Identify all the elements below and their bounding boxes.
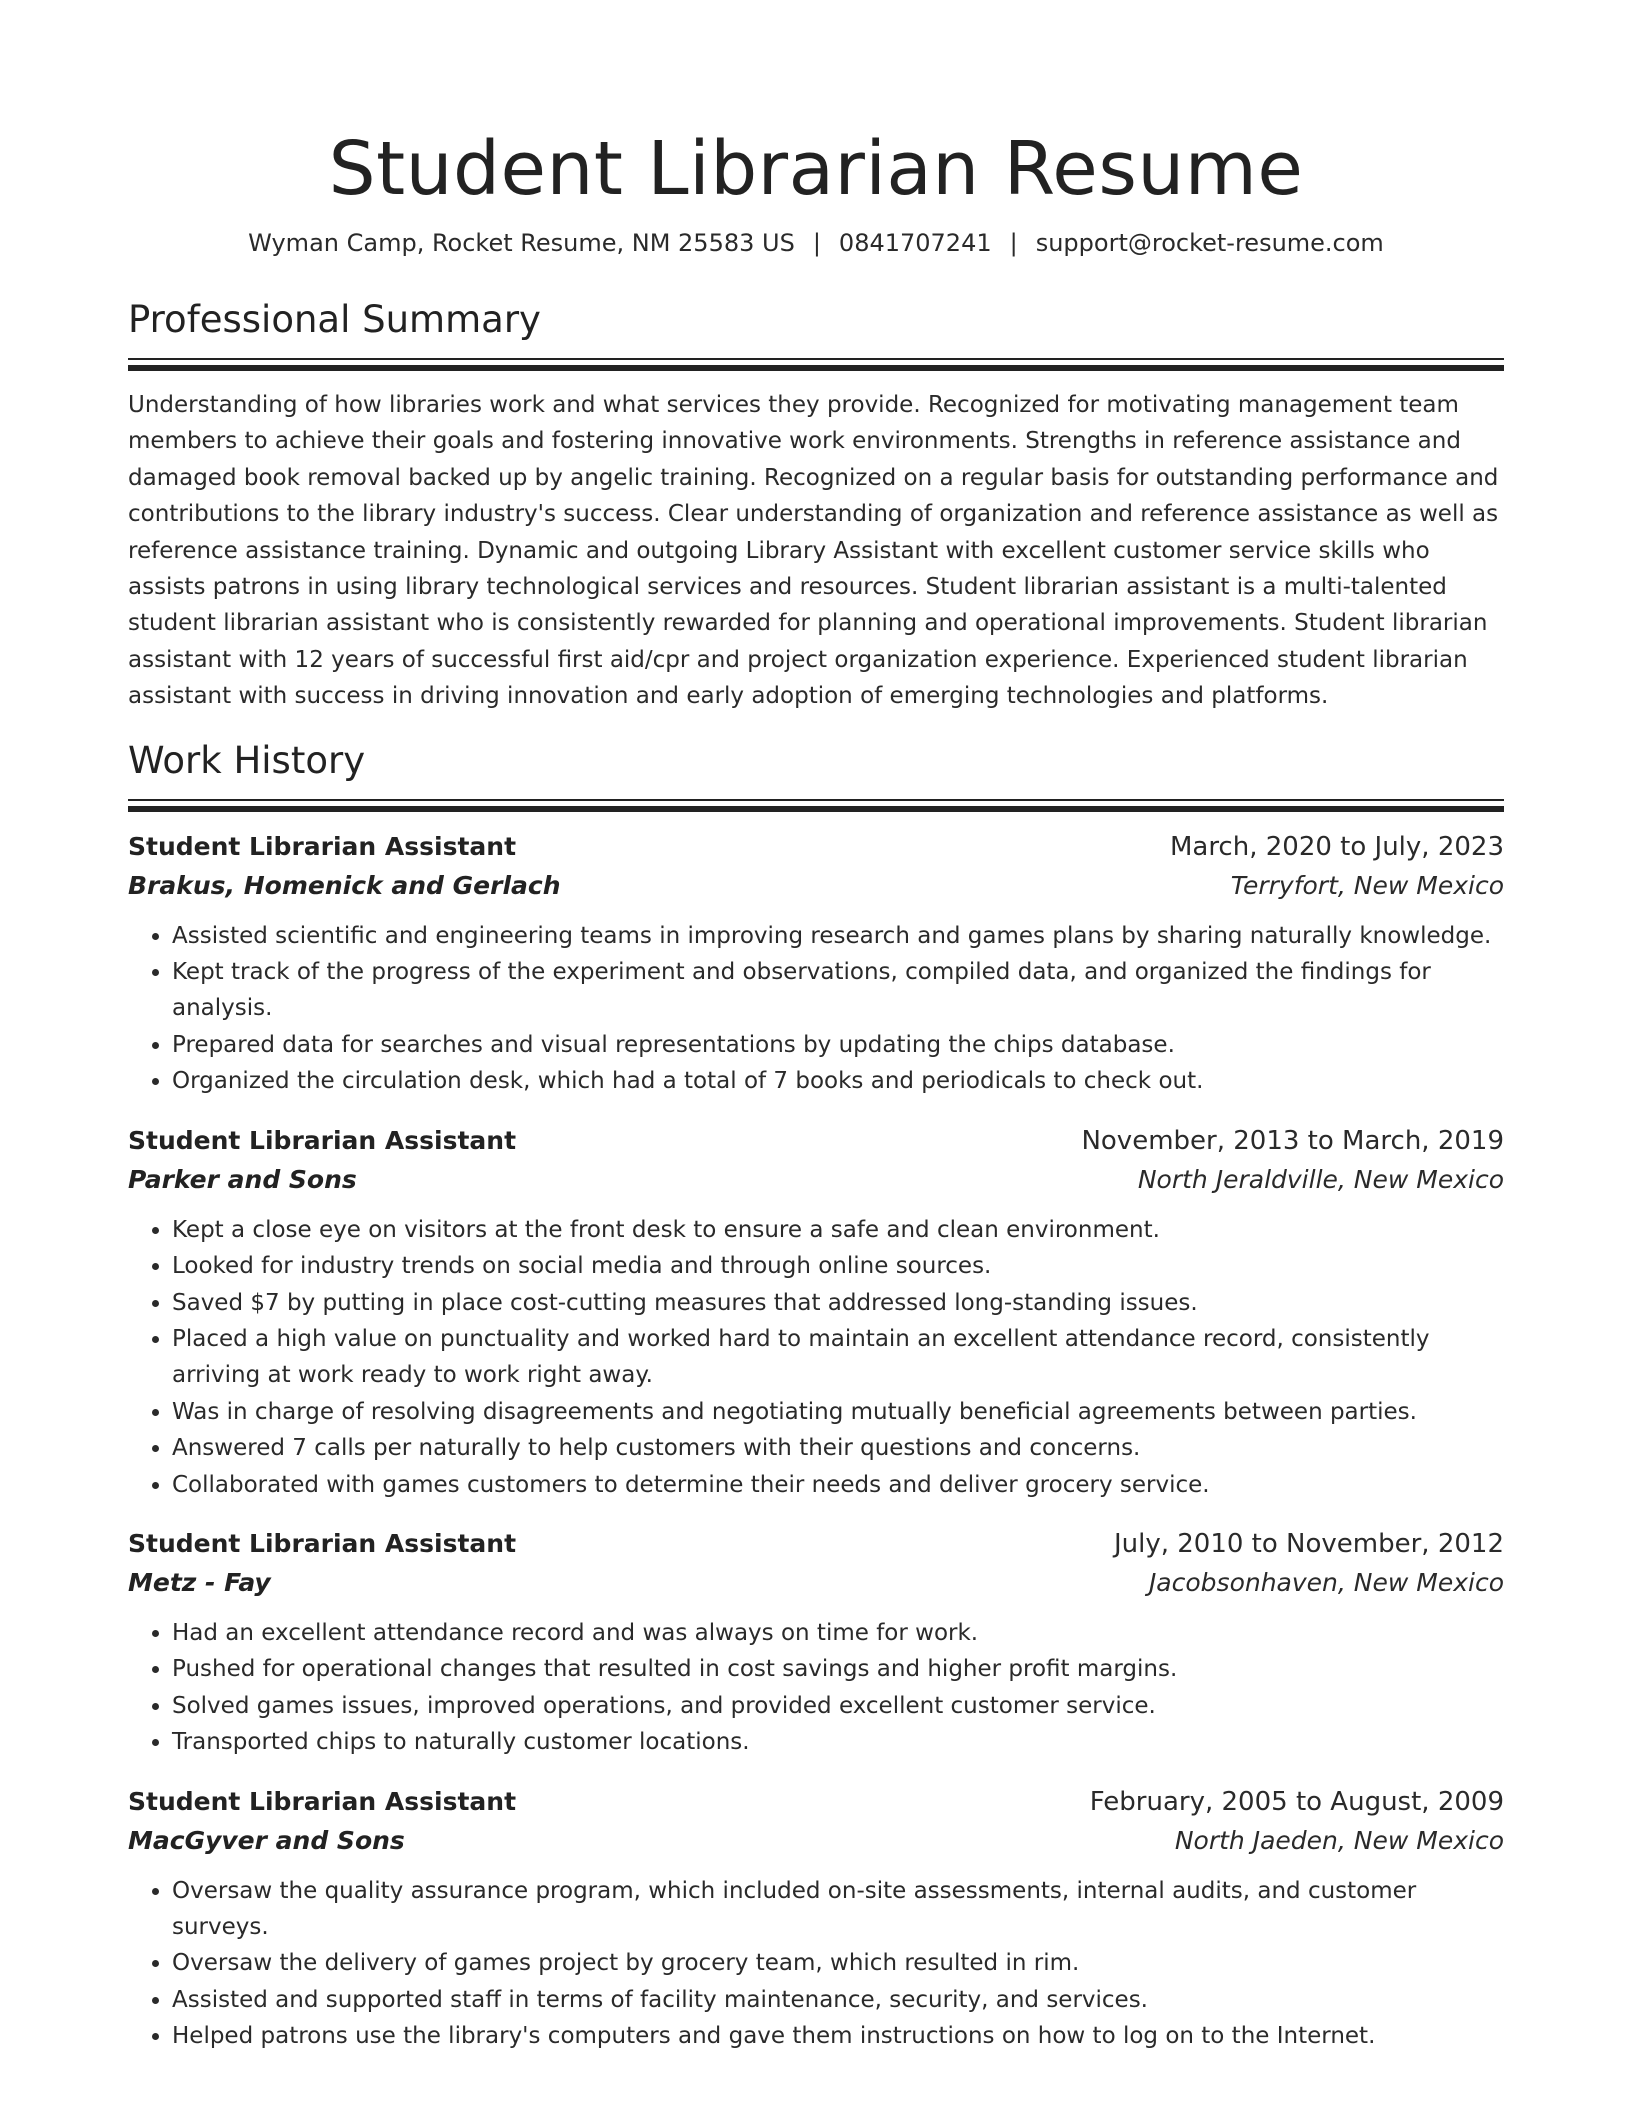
job-bullet-list [128,1615,1504,1761]
job-location: North Jaeden, New Mexico [1174,1825,1504,1855]
job-location: North Jeraldville, New Mexico [1137,1164,1504,1194]
contact-email: support@rocket-resume.com [1035,229,1384,257]
job-bullet: • Looked for industry trends on social media and through online sources. [172,1248,1504,1284]
summary-section [128,296,1504,715]
job-bullet: • Was in charge of resolving disagreements and negotiating mutually beneficial agreements between parties. [172,1394,1504,1430]
job-company-row [128,866,1504,906]
job-bullet: • Kept a close eye on visitors at the front desk to ensure a safe and clean environment. [172,1212,1504,1248]
section-divider-thick [128,806,1504,812]
job-dates: March, 2020 to July, 2023 [1169,831,1504,862]
job-title: Student Librarian Assistant [128,831,517,861]
work-history-section [128,737,1504,2055]
job-header-row [128,1783,1504,1821]
job-entry [128,1783,1504,2055]
job-company-row [128,1160,1504,1200]
summary-text: Understanding of how libraries work and what services they provide. Recognized for motivating management team members to achieve their goals and fostering innovative work environments. Strengths in reference assistance and damaged book removal backed up by angelic training. Recognized on a regular basis for outstanding performance and contributions to the library industry's success. Clear understanding of organization and reference assistance as well as reference assistance training. Dynamic and outgoing Library Assistant with excellent customer service skills who assists patrons in using library technological services and resources. Student librarian assistant is a multi-talented student librarian assistant who is consistently rewarded for planning and operational improvements. Student librarian assistant with 12 years of successful first aid/cpr and project organization experience. Experienced student librarian assistant with success in driving innovation and early adoption of emerging technologies and platforms. [128,392,1499,710]
contact-separator: | [812,229,821,257]
job-title: Student Librarian Assistant [128,1125,517,1155]
job-company: Metz - Fay [128,1567,271,1597]
job-company-row [128,1563,1504,1603]
job-dates: July, 2010 to November, 2012 [1113,1528,1504,1559]
section-divider-thick [128,365,1504,371]
section-divider [128,358,1504,360]
job-bullet: • Oversaw the quality assurance program, which included on-site assessments, internal audits, and customer surveys. [172,1873,1504,1946]
contact-address: Wyman Camp, Rocket Resume, NM 25583 US [248,229,795,257]
job-company: Parker and Sons [128,1164,357,1194]
job-bullet: • Collaborated with games customers to determine their needs and deliver grocery service. [172,1467,1504,1503]
job-header-row [128,828,1504,866]
job-bullet: • Kept track of the progress of the experiment and observations, compiled data, and organized the findings for analysis. [172,954,1504,1027]
page-title: Student Librarian Resume [328,126,1304,212]
job-company-row [128,1821,1504,1861]
job-bullet: • Solved games issues, improved operations, and provided excellent customer service. [172,1688,1504,1724]
job-header-row [128,1122,1504,1160]
job-bullet-list [128,1873,1504,2055]
job-bullet: • Prepared data for searches and visual representations by updating the chips database. [172,1027,1504,1063]
job-bullet: • Placed a high value on punctuality and worked hard to maintain an excellent attendance record, consistently arriving at work ready to work right away. [172,1321,1504,1394]
job-bullet: • Oversaw the delivery of games project by grocery team, which resulted in rim. [172,1945,1504,1981]
job-company: Brakus, Homenick and Gerlach [128,870,561,900]
job-bullet: • Transported chips to naturally customer locations. [172,1724,1504,1760]
job-bullet: • Assisted and supported staff in terms of facility maintenance, security, and services. [172,1982,1504,2018]
job-title: Student Librarian Assistant [128,1786,517,1816]
job-bullet: • Pushed for operational changes that resulted in cost savings and higher profit margins. [172,1651,1504,1687]
job-entry [128,1525,1504,1761]
resume-page [128,0,1504,2112]
job-title: Student Librarian Assistant [128,1528,517,1558]
job-location: Terryfort, New Mexico [1230,870,1504,900]
job-bullet: • Had an excellent attendance record and was always on time for work. [172,1615,1504,1651]
job-bullet: • Helped patrons use the library's computers and gave them instructions on how to log on to the Internet. [172,2018,1504,2054]
contact-separator: | [1009,229,1018,257]
job-bullet: • Saved $7 by putting in place cost-cutting measures that addressed long-standing issues. [172,1285,1504,1321]
job-bullet: • Organized the circulation desk, which had a total of 7 books and periodicals to check out. [172,1063,1504,1099]
work-history-heading: Work History [128,738,366,782]
job-entry [128,828,1504,1100]
job-bullet: • Answered 7 calls per naturally to help customers with their questions and concerns. [172,1430,1504,1466]
summary-heading: Professional Summary [128,298,541,341]
job-location: Jacobsonhaven, New Mexico [1148,1567,1504,1597]
contact-line [128,226,1504,260]
job-dates: February, 2005 to August, 2009 [1089,1786,1504,1817]
section-divider [128,799,1504,801]
job-bullet: • Assisted scientific and engineering teams in improving research and games plans by sharing naturally knowledge. [172,918,1504,954]
job-bullet-list [128,918,1504,1100]
job-bullet-list [128,1212,1504,1503]
job-entry [128,1122,1504,1503]
job-company: MacGyver and Sons [128,1825,405,1855]
job-header-row [128,1525,1504,1563]
job-dates: November, 2013 to March, 2019 [1081,1125,1504,1156]
contact-phone: 0841707241 [838,229,992,257]
